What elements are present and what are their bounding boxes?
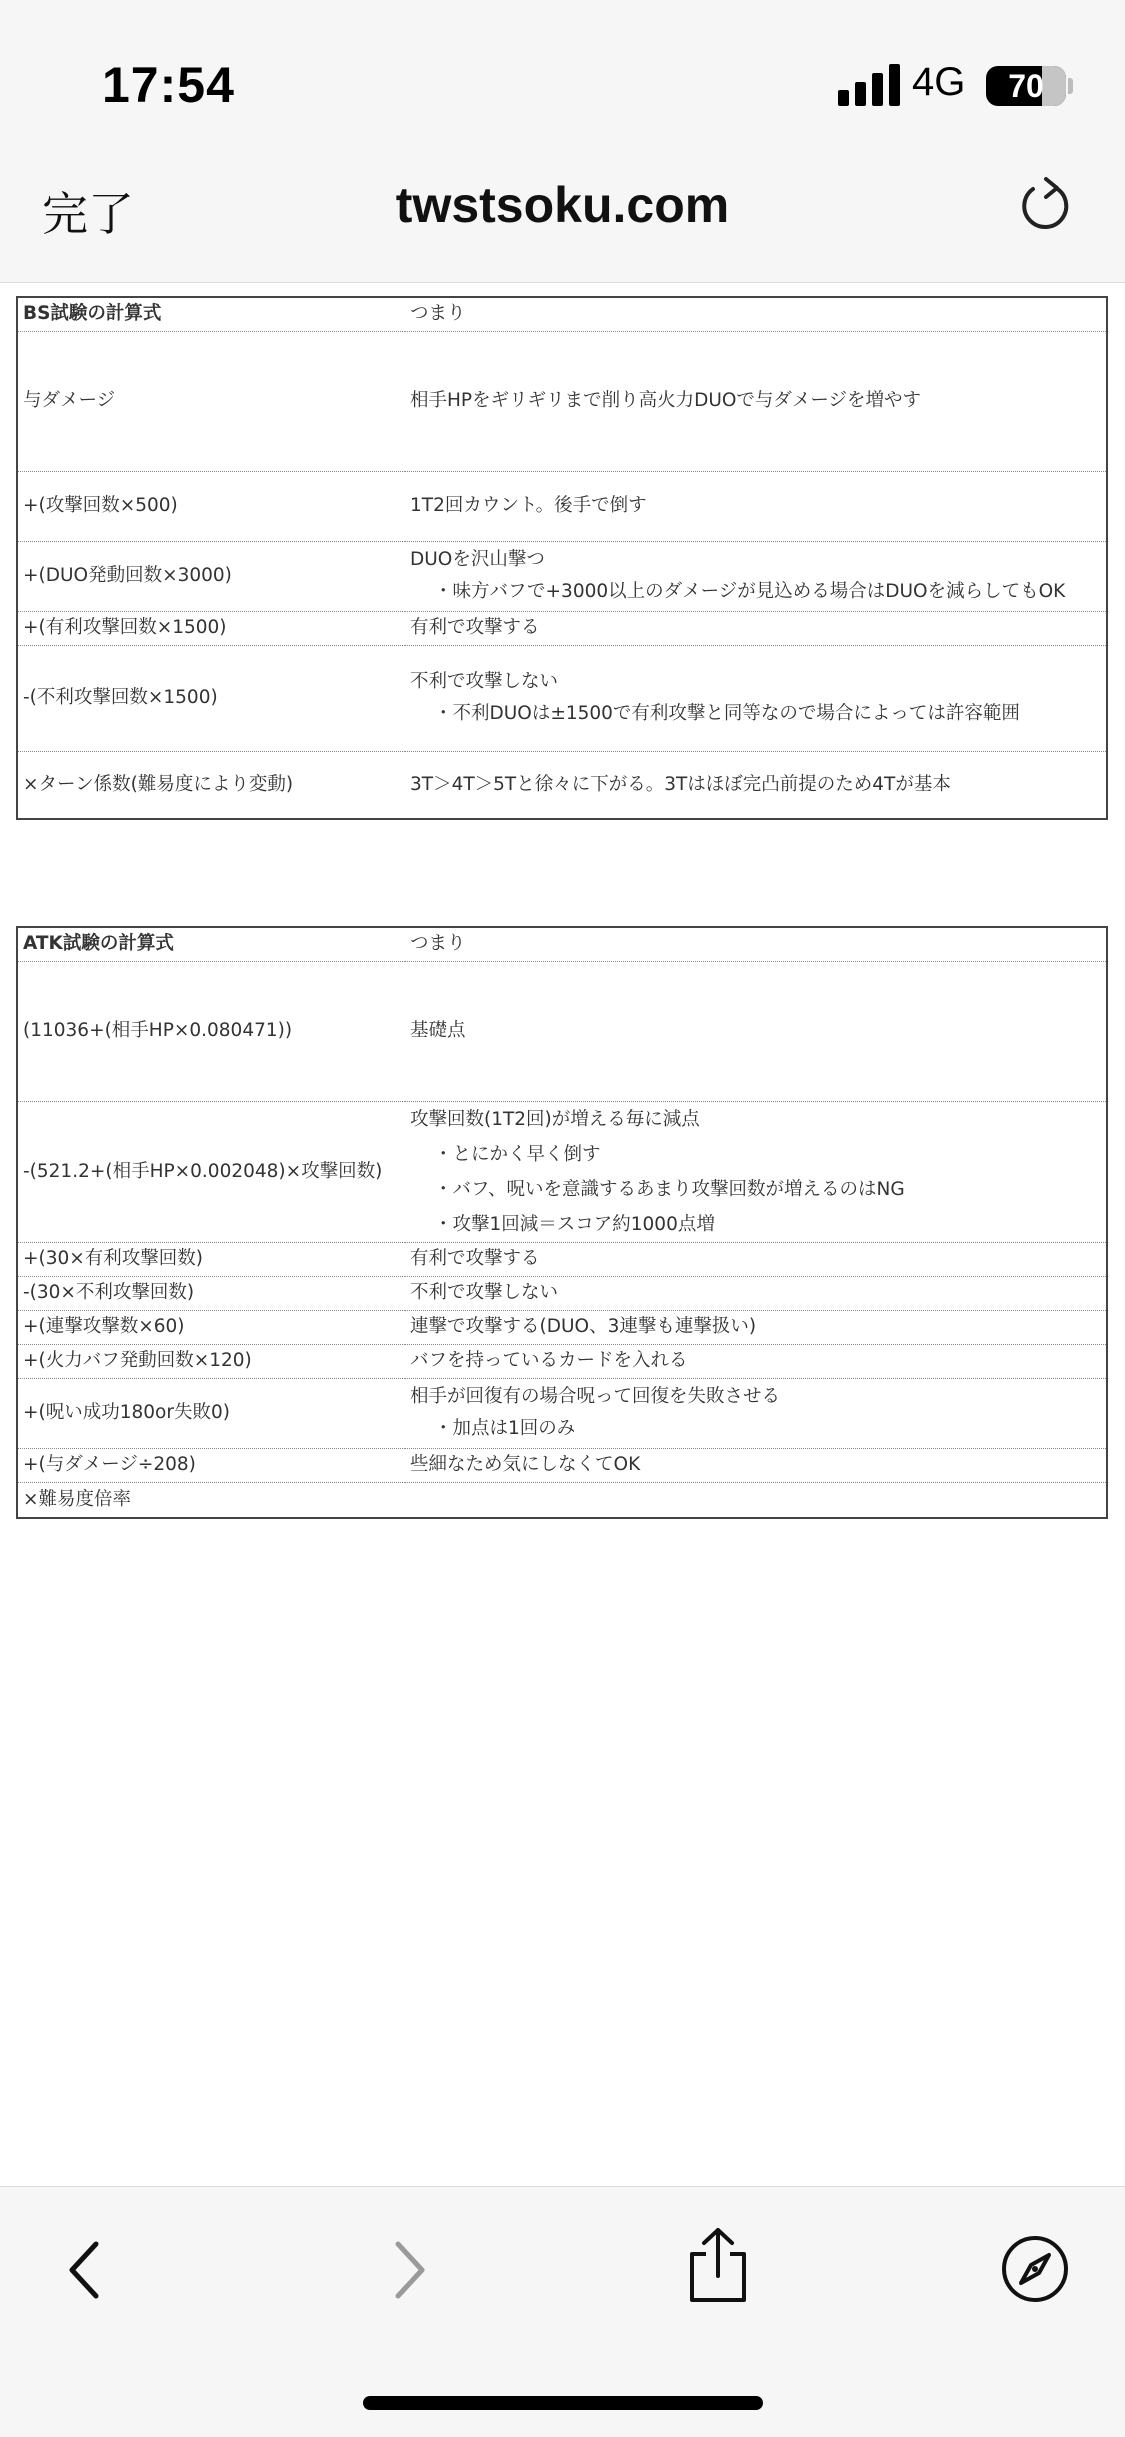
table-row bbox=[17, 1101, 1107, 1242]
header-formula: ATK試験の計算式 bbox=[17, 927, 405, 961]
note-line: DUOを沢山撃つ bbox=[410, 549, 545, 570]
formula-cell: -(不利攻撃回数×1500) bbox=[17, 645, 405, 751]
reload-icon[interactable] bbox=[1016, 176, 1074, 234]
note-line: 基礎点 bbox=[410, 1020, 466, 1041]
share-icon[interactable] bbox=[684, 2226, 752, 2304]
note-line: 有利で攻撃する bbox=[410, 1248, 540, 1269]
note-line: 有利で攻撃する bbox=[410, 617, 540, 638]
formula-cell: +(DUO発動回数×3000) bbox=[17, 541, 405, 611]
table-header-row bbox=[17, 297, 1107, 331]
note-cell bbox=[405, 541, 1107, 611]
formula-cell: +(連撃攻撃数×60) bbox=[17, 1310, 405, 1344]
formula-cell: -(521.2+(相手HP×0.002048)×攻撃回数) bbox=[17, 1101, 405, 1242]
note-line: ・とにかく早く倒す bbox=[434, 1143, 601, 1165]
header-meaning: つまり bbox=[405, 927, 1107, 961]
header-meaning: つまり bbox=[405, 297, 1107, 331]
table-row bbox=[17, 1310, 1107, 1344]
done-button[interactable]: 完了 bbox=[42, 187, 134, 241]
table-row bbox=[17, 1378, 1107, 1448]
note-line: ・味方バフで+3000以上のダメージが見込める場合はDUOを減らしてもOK bbox=[434, 581, 1066, 602]
status-time: 17:54 bbox=[102, 57, 235, 113]
formula-cell: ×難易度倍率 bbox=[23, 1488, 132, 1510]
table-header-row bbox=[17, 927, 1107, 961]
header-formula: BS試験の計算式 bbox=[17, 297, 405, 331]
note-cell bbox=[405, 645, 1107, 751]
note-line: 相手HPをギリギリまで削り高火力DUOで与ダメージを増やす bbox=[410, 390, 922, 411]
note-line: 攻撃回数(1T2回)が増える毎に減点 bbox=[410, 1108, 700, 1130]
table-row bbox=[17, 541, 1107, 611]
note-cell bbox=[405, 1276, 1107, 1310]
table-row bbox=[17, 611, 1107, 645]
table-row bbox=[17, 961, 1107, 1101]
note-cell bbox=[405, 751, 1107, 819]
note-line: バフを持っているカードを入れる bbox=[410, 1350, 688, 1371]
site-address[interactable]: twstsoku.com bbox=[395, 177, 730, 233]
compass-icon[interactable] bbox=[1000, 2234, 1070, 2304]
note-line: 連撃で攻撃する(DUO、3連撃も連撃扱い) bbox=[410, 1316, 757, 1337]
formula-cell: +(攻撃回数×500) bbox=[17, 471, 405, 541]
signal-strength-icon bbox=[838, 64, 900, 106]
formula-cell: +(呪い成功180or失敗0) bbox=[17, 1378, 405, 1448]
table-row bbox=[17, 751, 1107, 819]
bs-formula-table bbox=[16, 296, 1108, 820]
table-row bbox=[17, 1276, 1107, 1310]
table-row bbox=[17, 645, 1107, 751]
forward-icon[interactable] bbox=[388, 2240, 432, 2300]
note-line: ・加点は1回のみ bbox=[434, 1418, 576, 1439]
formula-cell: -(30×不利攻撃回数) bbox=[17, 1276, 405, 1310]
formula-cell: +(火力バフ発動回数×120) bbox=[17, 1344, 405, 1378]
home-indicator bbox=[363, 2396, 763, 2410]
formula-cell: ×ターン係数(難易度により変動) bbox=[23, 773, 294, 795]
note-cell bbox=[405, 1482, 1107, 1518]
note-line: 不利で攻撃しない bbox=[410, 1282, 559, 1303]
browser-top-bar bbox=[0, 0, 1125, 283]
back-icon[interactable] bbox=[62, 2240, 106, 2300]
note-cell bbox=[405, 1378, 1107, 1448]
note-line: 1T2回カウント。後手で倒す bbox=[410, 495, 647, 516]
note-line: 不利で攻撃しない bbox=[410, 671, 559, 692]
table-row bbox=[17, 471, 1107, 541]
battery-tip bbox=[1068, 78, 1073, 94]
battery-icon bbox=[986, 66, 1066, 106]
note-line: ・バフ、呪いを意識するあまり攻撃回数が増えるのはNG bbox=[434, 1178, 905, 1200]
formula-cell: (11036+(相手HP×0.080471)) bbox=[17, 961, 405, 1101]
note-cell bbox=[405, 611, 1107, 645]
note-line: 些細なため気にしなくてOK bbox=[410, 1454, 641, 1475]
table-row bbox=[17, 1448, 1107, 1482]
note-line: 相手が回復有の場合呪って回復を失敗させる bbox=[410, 1386, 781, 1407]
note-cell bbox=[405, 471, 1107, 541]
table-row bbox=[17, 1242, 1107, 1276]
formula-cell: +(与ダメージ÷208) bbox=[17, 1448, 405, 1482]
note-cell bbox=[405, 1101, 1107, 1242]
formula-cell: +(30×有利攻撃回数) bbox=[17, 1242, 405, 1276]
note-line: ・不利DUOは±1500で有利攻撃と同等なので場合によっては許容範囲 bbox=[434, 703, 1020, 724]
note-cell bbox=[405, 1344, 1107, 1378]
note-cell bbox=[405, 961, 1107, 1101]
note-cell bbox=[405, 1448, 1107, 1482]
note-line: ・攻撃1回減＝スコア約1000点増 bbox=[434, 1213, 715, 1235]
note-line: 3T＞4T＞5Tと徐々に下がる。3Tはほぼ完凸前提のため4Tが基本 bbox=[410, 773, 951, 795]
table-row bbox=[17, 331, 1107, 471]
network-type: 4G bbox=[912, 60, 966, 104]
battery-level: 70 bbox=[1008, 68, 1044, 104]
note-cell bbox=[405, 1310, 1107, 1344]
note-cell bbox=[405, 1242, 1107, 1276]
note-cell bbox=[405, 331, 1107, 471]
atk-formula-table bbox=[16, 926, 1108, 1519]
table-row bbox=[17, 1482, 1107, 1518]
formula-cell: 与ダメージ bbox=[17, 331, 405, 471]
table-row bbox=[17, 1344, 1107, 1378]
formula-cell: +(有利攻撃回数×1500) bbox=[17, 611, 405, 645]
